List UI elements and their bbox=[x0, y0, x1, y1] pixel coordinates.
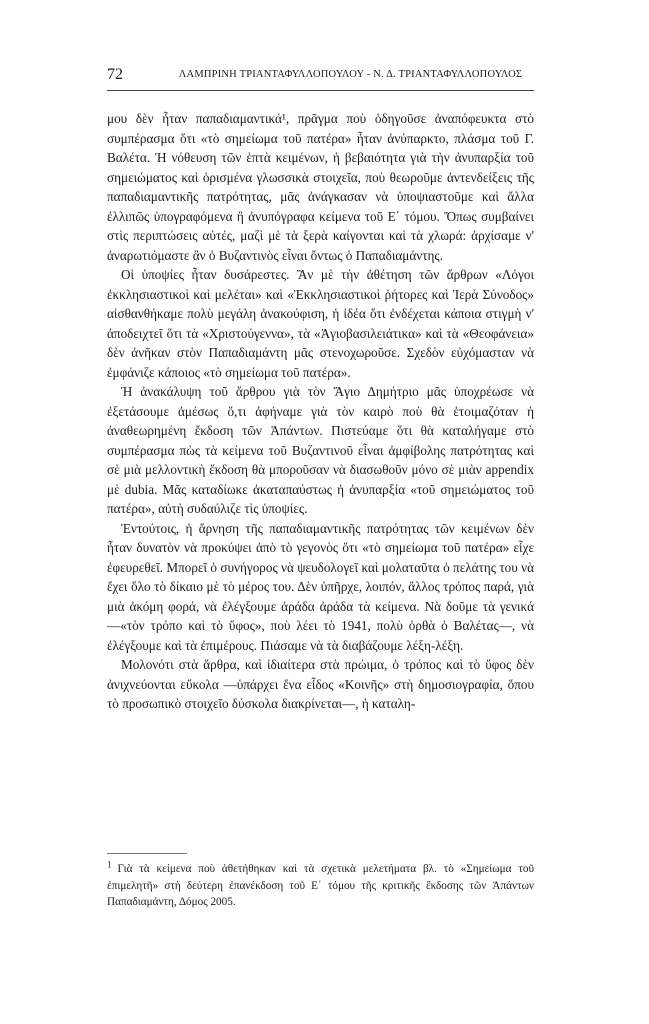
running-head: ΛΑΜΠΡΙΝΗ ΤΡΙΑΝΤΑΦΥΛΛΟΠΟΥΛΟΥ - Ν. Δ. ΤΡΙΑΝΤΑΦΥΛΛΟΠΟΥΛΟΣ bbox=[178, 69, 523, 80]
header-rule bbox=[107, 90, 534, 91]
footnote-rule bbox=[107, 853, 187, 854]
footnote-text: Γιὰ τὰ κείμενα ποὺ ἀθετήθηκαν καὶ τὰ σχετικὰ μελετήματα βλ. τὸ «Σημείωμα τοῦ ἐπιμελητῆ» στὴ δεύτερη ἐπανέκδοση τοῦ Ε΄ τόμου τῆς κριτικῆς ἔκδοσης τῶν Ἁπάντων Παπαδιαμάντη, Δόμος 2005. bbox=[107, 863, 534, 908]
page-number: 72 bbox=[107, 66, 123, 83]
footnote-marker: 1 bbox=[107, 859, 112, 870]
body-text bbox=[107, 109, 534, 714]
paragraph: μου δὲν ἦταν παπαδιαμαντικά¹, πρᾶγμα ποὺ ὁδηγοῦσε ἀναπόφευκτα στὸ συμπέρασμα ὅτι «τὸ σημείωμα τοῦ πατέρα» ἦταν ἀνύπαρκτο, πλάσμα τοῦ Γ. Βαλέτα. Ἡ νόθευση τῶν ἑπτὰ κειμένων, ἡ βεβαιότητα γιὰ τὴν ἀνυπαρξία τοῦ σημειώματος καὶ ὁρισμένα γλωσσικὰ στοιχεῖα, ποὺ θεωροῦμε ἀντενδείξεις τῆς παπαδιαμαντικῆς πατρότητας, μᾶς ἀνάγκασαν νὰ ὑποψιαστοῦμε καὶ ἄλλα ἐλλιπῶς ὑπογραφόμενα ἢ ἀνυπόγραφα κείμενα τοῦ Ε΄ τόμου. Ὅπως συμβαίνει στὶς περιπτώσεις αὐτές, μαζὶ μὲ τὰ ξερὰ καίγονται καὶ τὰ χλωρά: ἀρχίσαμε ν' ἀναρωτιόμαστε ἂν ὁ Βυζαντινὸς εἶναι ὄντως ὁ Παπαδιαμάντης. bbox=[107, 111, 534, 263]
paragraph: Μολονότι στὰ ἄρθρα, καὶ ἰδιαίτερα στὰ πρώιμα, ὁ τρόπος καὶ τὸ ὕφος δὲν ἀνιχνεύονται εὔκολα —ὑπάρχει ἕνα εἶδος «Κοινῆς» στὴ δημοσιογραφία, ὅπου τὸ προσωπικὸ στοιχεῖο δύσκολα διακρίνεται—, ἡ καταλη- bbox=[107, 657, 534, 711]
paragraph: Ἐντούτοις, ἡ ἄρνηση τῆς παπαδιαμαντικῆς πατρότητας τῶν κειμένων δὲν ἦταν δυνατὸν νὰ προκύψει ἀπὸ τὸ γεγονὸς ὅτι «τὸ σημείωμα τοῦ πατέρα» εἶχε ἐφευρεθεῖ. Μπορεῖ ὁ συνήγορος νὰ ψευδολογεῖ καὶ μολαταῦτα ὁ πελάτης του νὰ ἔχει ὅλο τὸ δίκαιο μὲ τὸ μέρος του. Δὲν ὑπῆρχε, λοιπόν, ἄλλος τρόπος παρά, γιὰ μιὰ ἀκόμη φορά, νὰ ἐλέγξουμε ἀράδα ἀράδα τὰ κείμενα. Νὰ δοῦμε τὰ γενικά —«τὸν τρόπο καὶ τὸ ὕφος», ποὺ λέει τὸ 1941, πολὺ ὀρθὰ ὁ Βαλέτας—, νὰ ἐλέγξουμε καὶ τὰ ἐπιμέρους. Πιάσαμε νὰ τὰ διαβάζουμε λέξη-λέξη. bbox=[107, 520, 534, 653]
page-header bbox=[107, 64, 534, 86]
footnote bbox=[107, 861, 534, 911]
paragraph: Ἡ ἀνακάλυψη τοῦ ἄρθρου γιὰ τὸν Ἅγιο Δημήτριο μᾶς ὑποχρέωσε νὰ ἐξετάσουμε ἀμέσως ὅ,τι ἀφήναμε γιὰ τὸν καιρὸ ποὺ θὰ ἑτοιμαζόταν ἡ ἀναθεωρημένη ἔκδοση τῶν Ἁπάντων. Πιστεύαμε ὅτι θὰ καταλήγαμε στὸ συμπέρασμα πὼς τὰ κείμενα τοῦ Βυζαντινοῦ εἶναι ἀμφίβολης πατρότητας καὶ σὲ μιὰ μελλοντικὴ ἔκδοση θὰ μποροῦσαν νὰ διασωθοῦν μόνο σὲ μιὰν appendix μὲ dubia. Μᾶς καταδίωκε ἀκαταπαύστως ἡ ἀνυπαρξία «τοῦ σημειώματος τοῦ πατέρα», αὐτὴ συδαύλιζε τὶς ὑποψίες. bbox=[107, 384, 534, 516]
paragraph: Οἱ ὑποψίες ἦταν δυσάρεστες. Ἂν μὲ τὴν ἀθέτηση τῶν ἄρθρων «Λόγοι ἐκκλησιαστικοὶ καὶ μελέται» καὶ «Ἐκκλησιαστικοὶ ῥήτορες καὶ Ἱερὰ Σύνοδος» αἰσθανθήκαμε πολὺ μεγάλη ἀνακούφιση, ἡ ἰδέα ὅτι ἐνδέχεται κάποια στιγμὴ ν' ἀποδειχτεῖ ὅτι τὰ «Χριστούγεννα», τὰ «Ἁγιοβασιλειάτικα» καὶ τὰ «Θεοφάνεια» δὲν ἀνῆκαν στὸν Παπαδιαμάντη μᾶς στενοχωροῦσε. Σχεδὸν εὐχόμασταν νὰ ἐμφάνιζε κάποιος «τὸ σημείωμα τοῦ πατέρα». bbox=[107, 267, 534, 380]
